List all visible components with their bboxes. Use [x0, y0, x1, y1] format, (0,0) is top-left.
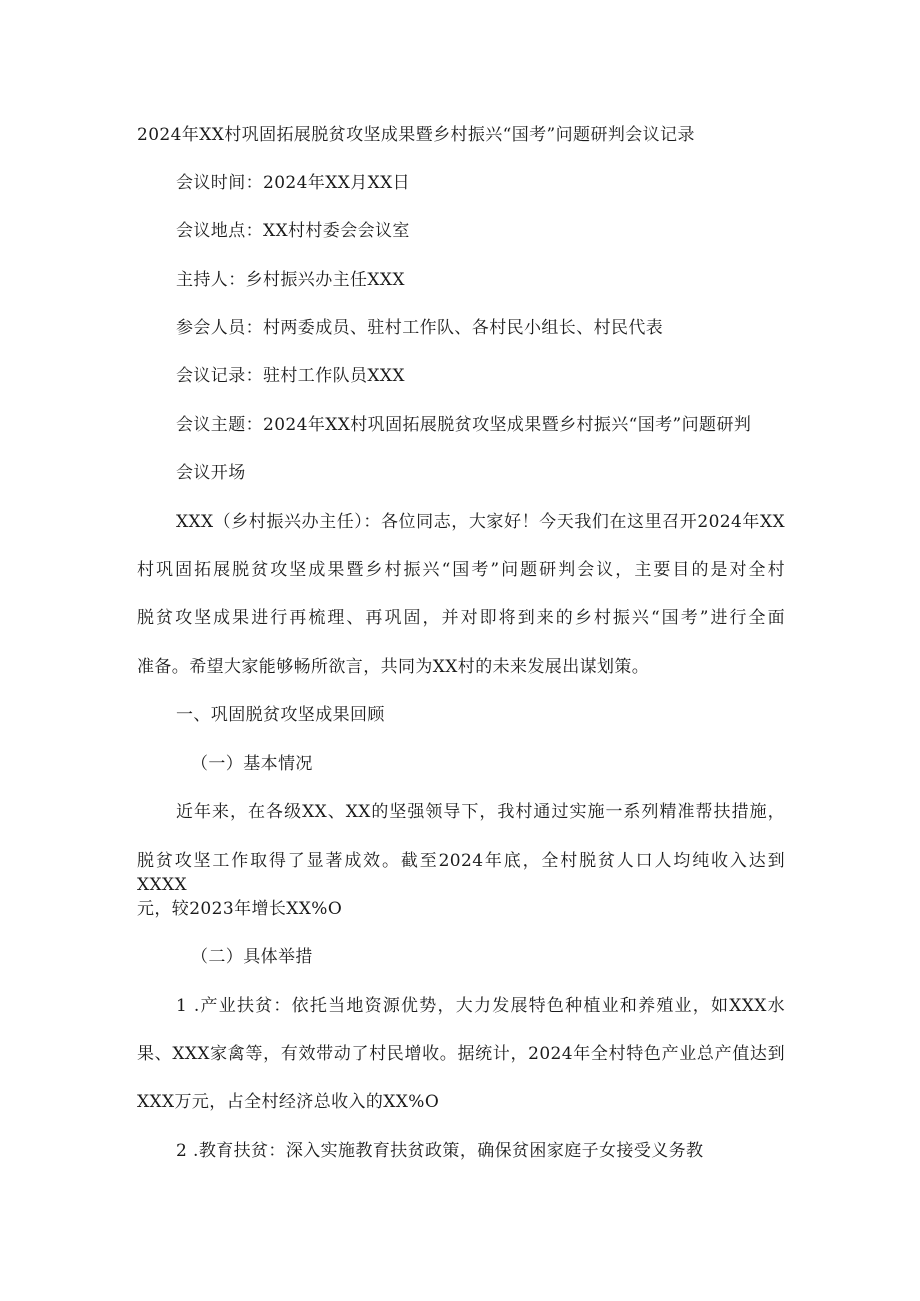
sub1-line: 脱贫攻坚工作取得了显著成效。截至2024年底，全村脱贫人口人均纯收入达到XXXX [137, 851, 785, 895]
item1-line: XXX万元，占全村经济总收入的XX%O [137, 1092, 440, 1112]
section1-heading: 一、巩固脱贫攻坚成果回顾 [176, 705, 385, 725]
opening-line: 脱贫攻坚成果进行再梳理、再巩固，并对即将到来的乡村振兴“国考”进行全面 [137, 608, 785, 628]
item1-line: 果、XXX家禽等，有效带动了村民增收。据统计，2024年全村特色产业总产值达到 [137, 1044, 785, 1064]
meeting-time: 会议时间：2024年XX月XX日 [176, 173, 411, 193]
subsection2-heading: （二）具体举措 [191, 947, 313, 967]
meeting-location: 会议地点：XX村村委会会议室 [176, 221, 410, 241]
opening-line: 准备。希望大家能够畅所欲言，共同为XX村的未来发展出谋划策。 [137, 657, 650, 677]
opening-line: 村巩固拓展脱贫攻坚成果暨乡村振兴“国考”问题研判会议，主要目的是对全村 [137, 560, 785, 580]
document-title: 2024年XX村巩固拓展脱贫攻坚成果暨乡村振兴“国考”问题研判会议记录 [137, 125, 695, 145]
meeting-attendees: 参会人员：村两委成员、驻村工作队、各村民小组长、村民代表 [176, 318, 664, 338]
subsection1-heading: （一）基本情况 [191, 754, 313, 774]
sub1-line: 元，较2023年增长XX%O [137, 899, 343, 919]
item1-line: 1 .产业扶贫：依托当地资源优势，大力发展特色种植业和养殖业，如XXX水 [176, 996, 785, 1016]
sub1-line: 近年来，在各级XX、XX的坚强领导下，我村通过实施一系列精准帮扶措施， [176, 802, 785, 822]
opening-heading: 会议开场 [176, 463, 246, 483]
meeting-topic: 会议主题：2024年XX村巩固拓展脱贫攻坚成果暨乡村振兴“国考”问题研判 [176, 415, 752, 435]
meeting-host: 主持人：乡村振兴办主任XXX [176, 270, 405, 290]
meeting-recorder: 会议记录：驻村工作队员XXX [176, 366, 405, 386]
opening-line: XXX（乡村振兴办主任）：各位同志，大家好！今天我们在这里召开2024年XX [176, 512, 785, 532]
item2-line: 2 .教育扶贫：深入实施教育扶贫政策，确保贫困家庭子女接受义务教 [176, 1141, 704, 1161]
